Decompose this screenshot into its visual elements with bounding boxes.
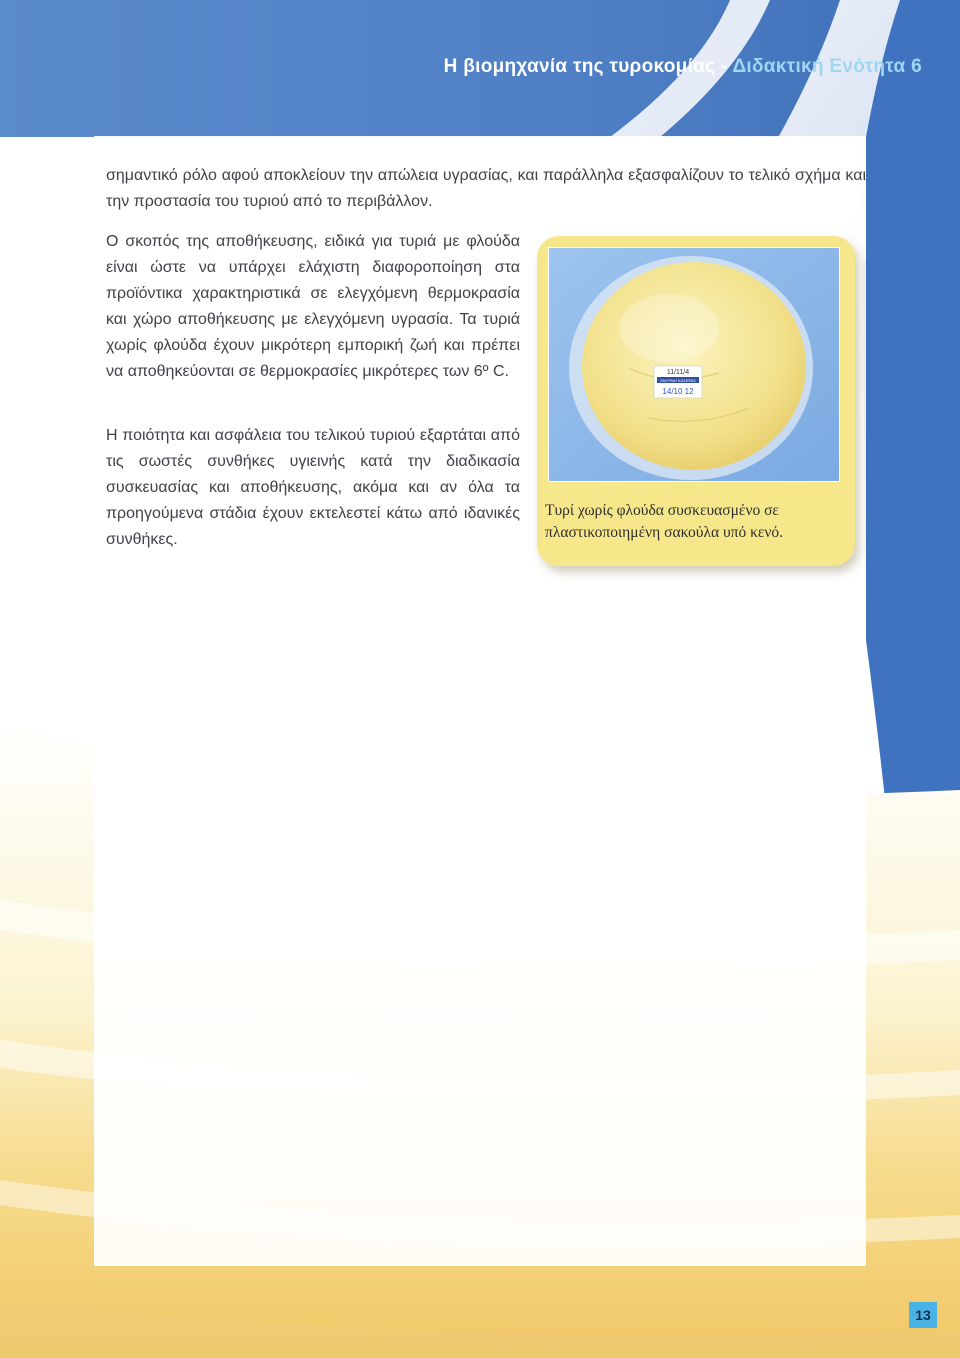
header-title-unit: Διδακτική Ενότητα 6 bbox=[732, 56, 922, 77]
package-label bbox=[654, 366, 702, 398]
cheese-photo-image bbox=[549, 248, 839, 481]
cheese-photo bbox=[548, 247, 840, 482]
figure-caption: Τυρί χωρίς φλούδα συσκευασμένο σε πλαστικοποιημένη σακούλα υπό κενό. bbox=[545, 502, 784, 541]
header-title-main: Η βιομηχανία της τυροκομίας - bbox=[443, 56, 733, 77]
paragraph-quality-safety: Η ποιότητα και ασφάλεια του τελικού τυριού εξαρτάται από τις σωστές συνθήκες υγιεινής κατά την διαδικασία συσκευασίας και αποθήκευσης, ακόμα και αν όλα τα προηγούμενα στάδια έχουν εκτελεστεί κάτω από ιδανικές συνθήκες. bbox=[106, 427, 520, 548]
paragraph-storage-purpose: Ο σκοπός της αποθήκευσης, ειδικά για τυριά με φλούδα είναι ώστε να υπάρχει ελάχιστη διαφοροποίηση στα προϊόντικα χαρακτηριστικά σε ελεγχόμενη θερμοκρασία και χώρο αποθήκευσης με ελεγχόμενη υγρασία. Τα τυριά χωρίς φλούδα έχουν μικρότερη εμπορική ζωή και πρέπει να αποθηκεύονται σε θερμοκρασίες μικρότερες των 6º C. bbox=[106, 233, 520, 380]
label-name: ΣΜΥΡΝΗ ΚΑΣΕΡΑΣ bbox=[659, 378, 697, 383]
paragraph-continuation: σημαντικό ρόλο αφού αποκλείουν την απώλεια υγρασίας, και παράλληλα εξασφαλίζουν το τελικό σχήμα και την προστασία του τυριού από το περιβάλλον. bbox=[106, 167, 866, 210]
label-code: 11/11/4 bbox=[666, 369, 690, 376]
label-date: 14/10 12 bbox=[662, 387, 694, 396]
figure-box bbox=[537, 236, 855, 566]
header-title bbox=[444, 56, 922, 78]
page-number: 13 bbox=[909, 1302, 937, 1328]
